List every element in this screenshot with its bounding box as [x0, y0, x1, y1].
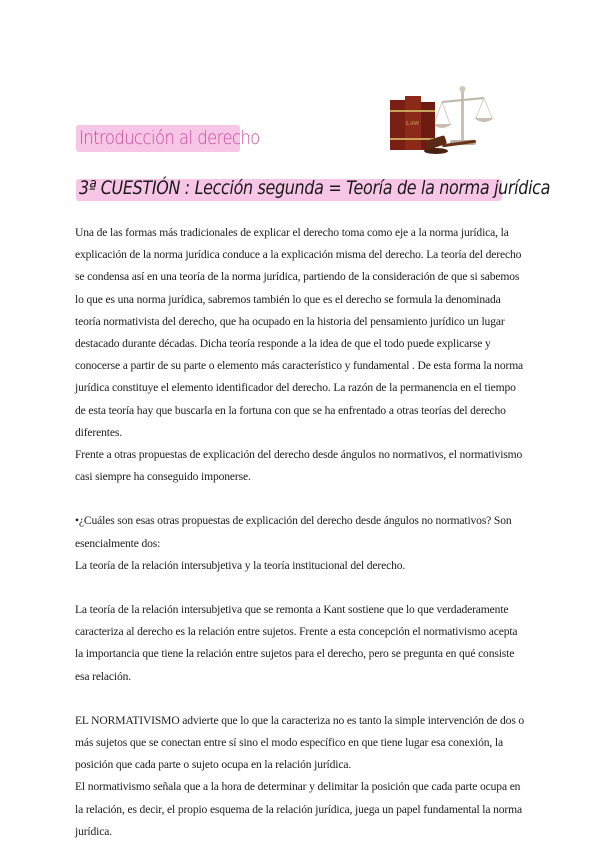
- paragraph: La teoría de la relación intersubjetiva y la teoría institucional del derecho.: [75, 558, 406, 572]
- paragraph: EL NORMATIVISMO advierte que lo que la caracteriza no es tanto la simple intervención de dos o más sujetos que se conectan entre sí sino el modo específico en que tiene lugar esa conexión, la posición que cada parte o sujeto ocupa en la relación jurídica.: [75, 713, 525, 772]
- book-label: LAW: [406, 121, 420, 127]
- paragraph: •¿Cuáles son esas otras propuestas de explicación del derecho desde ángulos no normativos? Son esencialmente dos:: [75, 514, 512, 550]
- paragraph: El normativismo señala que a la hora de determinar y delimitar la posición que cada parte ocupa en la relación, es decir, el propio esquema de la relación jurídica, juega un papel fundamental la norma jurídica.: [75, 780, 522, 838]
- paragraph: Una de las formas más tradicionales de explicar el derecho toma como eje a la norma jurídica, la explicación de la norma jurídica conduce a la explicación misma del derecho. La teoría del derecho se condensa así en una teoría de la norma jurídica, partiendo de la consideración de que si sabemos lo que es una norma jurídica, sabremos también lo que es el derecho se formula la denominada teoría normativista del derecho, que ha ocupado en la historia del pensamiento jurídico un lugar destacado durante décadas. Dicha teoría responde a la idea de que el todo puede explicarse y conocerse a partir de su parte o elemento más característico y fundamental . De esta forma la norma jurídica constituye el elemento identificador del derecho. La razón de la permanencia en el tiempo de esta teoría hay que buscarla en la fortuna con que se ha enfrentado a otras teorías del derecho diferentes.: [75, 226, 524, 439]
- document-body: [75, 222, 525, 843]
- paragraph: La teoría de la relación intersubjetiva que se remonta a Kant sostiene que lo que verdaderamente caracteriza al derecho es la relación entre sujetos. Frente a esta concepción el normativismo acepta la importancia que tiene la relación entre sujetos para el derecho, pero se pregunta en qué consiste esa relación.: [75, 603, 518, 683]
- document-subtitle: 3ª CUESTIÓN : Lección segunda = Teoría de la norma jurídica: [79, 177, 551, 199]
- paragraph: Frente a otras propuestas de explicación del derecho desde ángulos no normativos, el normativismo casi siempre ha conseguido imponerse.: [75, 448, 523, 484]
- law-books-scales-gavel-icon: [386, 80, 502, 156]
- document-title: Introducción al derecho: [79, 127, 260, 149]
